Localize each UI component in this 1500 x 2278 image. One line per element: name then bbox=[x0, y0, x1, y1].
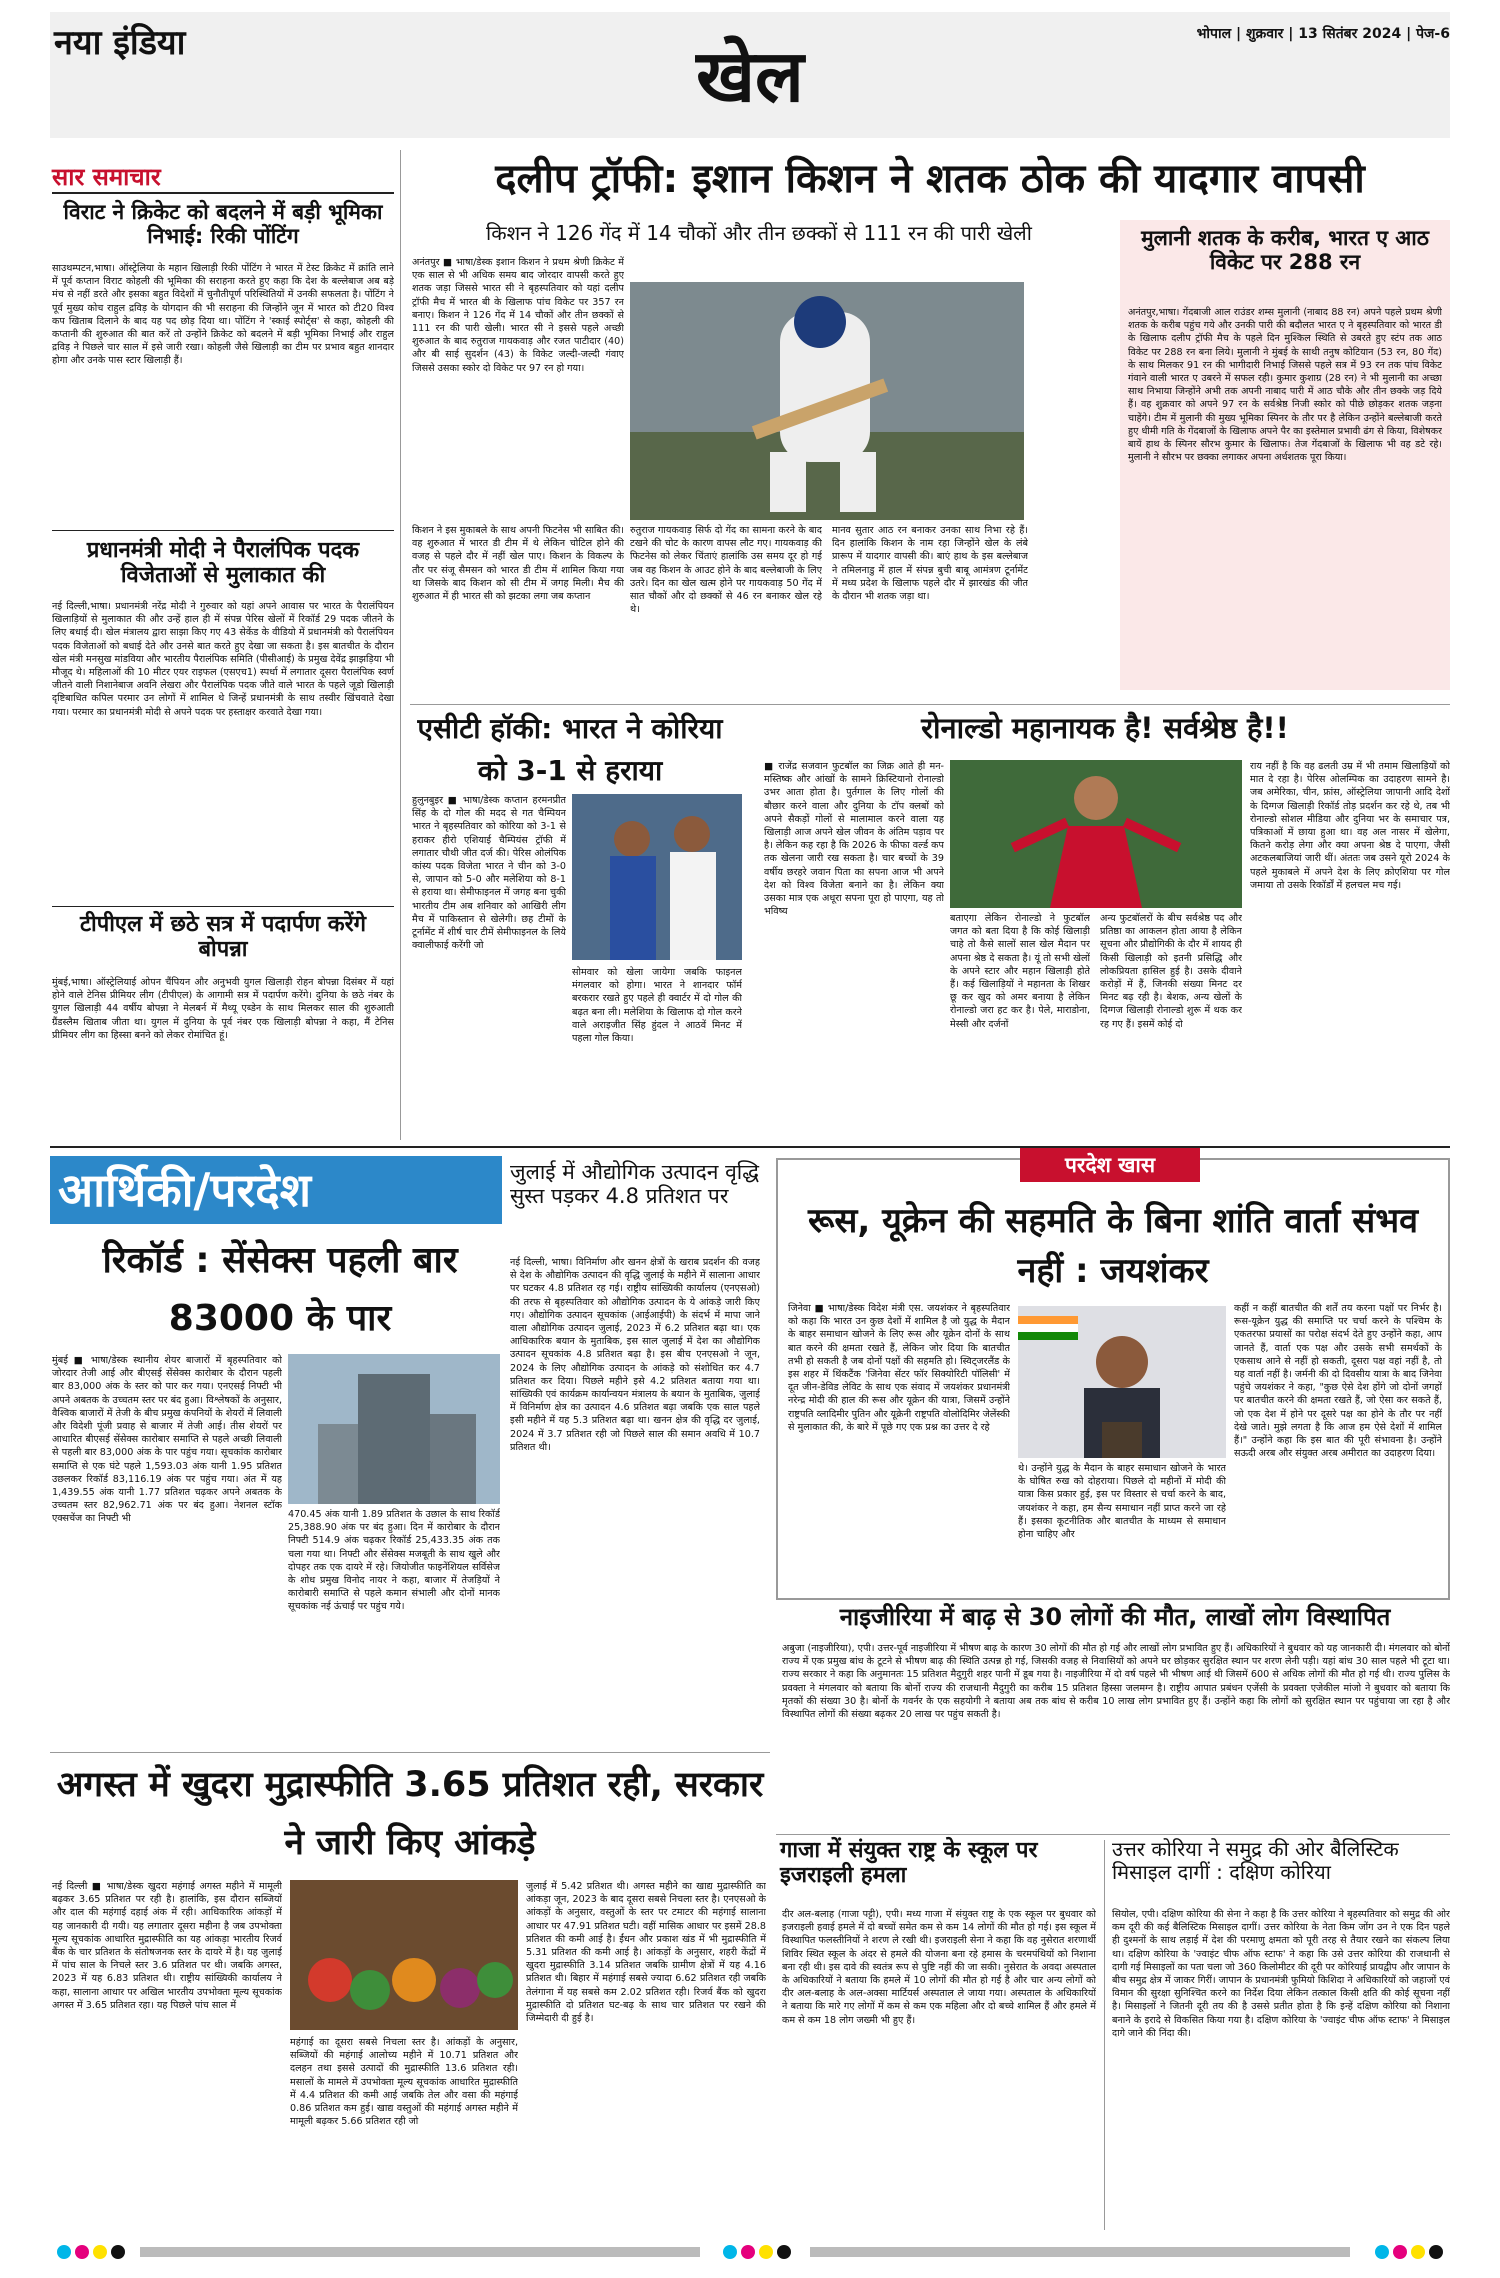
korea-headline: उत्तर कोरिया ने समुद्र की ओर बैलिस्टिक मिसाइल दागीं : दक्षिण कोरिया bbox=[1112, 1837, 1399, 1884]
nigeria-rule bbox=[776, 1834, 1450, 1835]
inflation-col3-body: जुलाई में 5.42 प्रतिशत थी। अगस्त महीने का खाद्य मुद्रास्फीति का आंकड़ा जून, 2023 के बाद दूसरा सबसे निचला स्तर है। एनएसओ के आंकड़ों के अनुसार, वस्तुओं के स्तर पर टमाटर की महंगाई सालाना आधार पर 47.91 प्रतिशत घटी। वहीं मासिक आधार पर इसमें 28.8 प्रतिशत की कमी आई है। ईंधन और प्रकाश खंड में भी मुद्रास्फीति में 5.31 प्रतिशत की कमी आई है। आंकड़ों के अनुसार, शहरी केंद्रों में खुदरा मुद्रास्फीति 3.14 प्रतिशत जबकि ग्रामीण क्षेत्रों में यह 4.16 प्रतिशत थी। बिहार में महंगाई सबसे ज्यादा 6.62 प्रतिशत रही जबकि तेलंगाना में यह सबसे कम 2.02 प्रतिशत रही। रिजर्व बैंक को खुदरा मुद्रास्फीति दो प्रतिशत घट-बढ़ के साथ चार प्रतिशत पर रखने की जिम्मेदारी दी हुई है। bbox=[526, 1881, 766, 2025]
russia-headline: रूस, यूक्रेन की सहमति के बिना शांति वार्ता संभव नहीं : जयशंकर bbox=[808, 1201, 1418, 1291]
ronaldo-headline: रोनाल्डो महानायक है! सर्वश्रेष्ठ है!! bbox=[921, 711, 1289, 745]
sar-label: सार समाचार bbox=[52, 163, 161, 191]
russia-col2-body: थे। उन्होंने युद्ध के मैदान के बाहर समाधान खोजने के भारत के घोषित रुख को दोहराया। पिछले दो महीनों में मोदी की यात्रा किस प्रकार हुई, इस पर विस्तार से चर्चा करने के बाद, जयशंकर ने कहा, हम सैन्य समाधान नहीं प्राप्त करने जा रहे हैं। इसका कूटनीतिक और बातचीत के माध्यम से समाधान होना चाहिए और bbox=[1018, 1463, 1226, 1541]
sar-story1-body: साउथम्पटन,भाषा। ऑस्ट्रेलिया के महान खिलाड़ी रिकी पोंटिंग ने भारत में टेस्ट क्रिकेट में क्रांति लाने में पूर्व कप्तान विराट कोहली की भूमिका की सराहना करते हुए कहा कि देश के बल्लेबाज अब बड़े मंच से नहीं डरते और इसका बहुत विदेशों में चुनौतीपूर्ण परिस्थितियों में उनकी सफलता है। पोंटिंग ने पूर्व मुख्य कोच राहुल द्रविड़ के योगदान की भी सराहना की जिन्होंने जून में भारत को टी20 विश्व कप खिताब दिलाने के बाद यह पद छोड़ दिया था। पोंटिंग ने 'स्काई स्पोर्ट्स' से कहा, कोहली की कप्तानी की शुरुआत की बात करें तो उन्होंने क्रिकेट को बदलने में बड़ी भूमिका निभाई और राहुल द्रविड़ ने पिछले चार साल में इसे जारी रखा। कोहली जैसे खिलाड़ी का टीम पर प्रभाव बहुत शानदार होगा और उनके पास स्टार खिलाड़ी हैं। bbox=[52, 263, 394, 367]
sar-story2-body: नई दिल्ली,भाषा। प्रधानमंत्री नरेंद्र मोदी ने गुरुवार को यहां अपने आवास पर भारत के पैरालंपियन खिलाड़ियों से मुलाकात की और उन्हें हाल ही में संपन्न पेरिस खेलों में रिकॉर्ड 29 पदक जीतने के लिए बधाई दी। खेल मंत्रालय द्वारा साझा किए गए 43 सेकेंड के वीडियो में प्रधानमंत्री को पैरालंपियन पदक विजेताओं को बधाई देते और उनसे बात करते हुए देखा जा सकता है। इस बातचीत के दौरान खेल मंत्री मनसुख मांडविया और भारतीय पैरालंपिक समिति (पीसीआई) के प्रमुख देवेंद्र झाझड़िया भी मौजूद थे। महिलाओं की 10 मीटर एयर राइफल (एसएच1) स्पर्धा में लगातार दूसरा पैरालंपिक स्वर्ण जीतने वाली निशानेबाज अवनि लेखरा और पैरालंपिक पदक जीते वाले भारत के पहले जूडो खिलाड़ी दृष्टिबाधित कपिल परमार उन लोगों में शामिल थे जिन्हें प्रधानमंत्री के साथ तस्वीर खिंचवाते देखा गया। परमार का प्रधानमंत्री मोदी से अपने पदक पर हस्ताक्षर करवाते देखा गया। bbox=[52, 601, 394, 718]
sar-divider-2 bbox=[52, 906, 394, 907]
pardesh-label: परदेश खास bbox=[1020, 1148, 1200, 1182]
mid-rule bbox=[410, 704, 1450, 705]
industry-headline: जुलाई में औद्योगिक उत्पादन वृद्धि सुस्त पड़कर 4.8 प्रतिशत पर bbox=[510, 1160, 759, 1209]
nigeria-body: अबुजा (नाइजीरिया), एपी। उत्तर-पूर्व नाइजीरिया में भीषण बाढ़ के कारण 30 लोगों की मौत हो गई और लाखों लोग प्रभावित हुए हैं। अधिकारियों ने बुधवार को यह जानकारी दी। मंगलवार को बोर्नो राज्य में एक प्रमुख बांध के टूटने से भीषण बाढ़ की स्थिति उत्पन्न हो गई, जिसकी वजह से निवासियों को अपने घर छोड़कर सुरक्षित स्थान पर शरण लेनी पड़ी। यहां बांध 30 साल पहले भी टूटा था। राज्य सरकार ने कहा कि अनुमानतः 15 प्रतिशत मैदुगुरी शहर पानी में डूब गया है। नाइजीरिया में दो वर्ष पहले भी भीषण आई थी जिसमें 600 से अधिक लोगों की मौत हो गई थी। राज्य पुलिस के प्रवक्ता ने मंगलवार को बताया कि बोर्नो राज्य की राजधानी मैदुगुरी का करीब 15 प्रतिशत हिस्सा जलमग्न है। राष्ट्रीय आपात प्रबंधन एजेंसी के प्रवक्ता एजेकील मांजो ने बुधवार को बताया कि मृतकों की संख्या 30 है। बोर्नो के गवर्नर के एक सहयोगी ने बताया अब तक बांध से करीब 10 लाख लोग प्रभावित हुए हैं। उन्होंने कहा कि लोगों को सुरक्षित स्थान पर पहुंचाया जा रहा है और विस्थापित लोगों की संख्या बढ़कर 20 लाख पर पहुंच सकती है। bbox=[782, 1643, 1450, 1721]
sensex-col1-body: मुंबई ■ भाषा/डेस्क स्थानीय शेयर बाजारों में बृहस्पतिवार को जोरदार तेजी आई और बीएसई सेंसेक्स कारोबार के दौरान पहली बार 83,000 अंक के स्तर को पार कर गया। एनएसई निफ्टी भी अपने अबतक के उच्चतम स्तर पर बंद हुआ। विश्लेषकों के अनुसार, वैश्विक बाजारों में तेजी के बीच प्रमुख कंपनियों के शेयरों में लिवाली और विदेशी पूंजी प्रवाह से बाजार में तेजी आई। तीस शेयरों पर आधारित बीएसई सेंसेक्स कारोबार समाप्ति से पहले अच्छी लिवाली से पहली बार 83,000 अंक के पार पहुंच गया। सूचकांक कारोबार समाप्ति से एक घंटे पहले 1,593.03 अंक यानी 1.95 प्रतिशत उछलकर रिकॉर्ड 83,116.19 अंक पर पहुंच गया। अंत में यह 1,439.55 अंक यानी 1.77 प्रतिशत चढ़कर अपने अबतक के उच्चतम स्तर 82,962.71 अंक पर बंद हुआ। नेशनल स्टॉक एक्सचेंज का निफ्टी भी bbox=[52, 1355, 282, 1525]
hockey-col1-body: हुलुनबुइर ■ भाषा/डेस्क कप्तान हरमनप्रीत सिंह के दो गोल की मदद से गत चैम्पियन भारत ने बृहस्पतिवार को कोरिया को 3-1 से हराकर हीरो एशियाई चैम्पियंस ट्रॉफी में लगातार चौथी जीत दर्ज की। पेरिस ओलंपिक कांस्य पदक विजेता भारत ने चीन को 3-0 से, जापान को 5-0 और मलेशिया को 8-1 से हराया था। सेमीफाइनल में जगह बना चुकी भारतीय टीम अब शनिवार को आखिरी लीग मैच में पाकिस्तान से खेलेगी। छह टीमों के टूर्नामेंट में शीर्ष चार टीमें सेमीफाइनल के लिये क्वालीफाई करेंगी जो bbox=[412, 795, 566, 952]
sensex-col2-body: 470.45 अंक यानी 1.89 प्रतिशत के उछाल के साथ रिकॉर्ड 25,388.90 अंक पर बंद हुआ। दिन में कारोबार के दौरान निफ्टी 514.9 अंक चढ़कर रिकॉर्ड 25,433.35 अंक तक चला गया था। निफ्टी और सेंसेक्स मजबूती के साथ खुले और दोपहर तक एक दायरे में रहे। जियोजीत फाइनेंशियल सर्विसेज के शोध प्रमुख विनोद नायर ने कहा, बाजार में तेजड़ियों ने कारोबारी समाप्ति से पहले कमान संभाली और दोनों मानक सूचकांक नई ऊंचाई पर पहुंच गये। bbox=[288, 1509, 500, 1613]
sar-story2-headline: प्रधानमंत्री मोदी ने पैरालंपिक पदक विजेताओं से मुलाकात की bbox=[86, 538, 360, 589]
gaza-korea-rule bbox=[1104, 1840, 1105, 2230]
lead-photo bbox=[630, 282, 1024, 520]
sar-column-rule bbox=[400, 150, 401, 1140]
gaza-headline: गाजा में संयुक्त राष्ट्र के स्कूल पर इजराइली हमला bbox=[780, 1838, 1038, 1889]
ronaldo-photo bbox=[950, 760, 1242, 908]
lead-col1b-body: किशन ने इस मुकाबले के साथ अपनी फिटनेस भी साबित की। वह शुरुआत में भारत डी टीम में थे लेकिन चोटिल होने की वजह से पहले दौर में नहीं खेल पाए। किशन के विकल्प के तौर पर संजू सैमसन को भारत डी टीम में शामिल किया गया था जिसके बाद किशन को सी टीम में जगह मिली। मैच की शुरुआत में ही भारत सी को झटका लगा जब कप्तान bbox=[412, 525, 624, 603]
lead-subhead: किशन ने 126 गेंद में 14 चौकों और तीन छक्कों से 111 रन की पारी खेली bbox=[486, 221, 1032, 245]
section-divider bbox=[50, 1146, 1450, 1148]
lead-col1-body: अनंतपुर ■ भाषा/डेस्क इशान किशन ने प्रथम श्रेणी क्रिकेट में एक साल से भी अधिक समय बाद जोरदार वापसी करते हुए शतक जड़ा जिससे भारत सी ने बृहस्पतिवार को यहां दलीप ट्रॉफी मैच में भारत बी के खिलाफ पांच विकेट पर 357 रन बनाए। किशन ने 126 गेंद में 14 चौकों और तीन छक्कों से 111 रन की पारी खेली। भारत सी ने इससे पहले अच्छी शुरुआत के बाद रुतुराज गायकवाड़ और रजत पाटीदार (40) और बी साई सुदर्शन (43) के विकेट जल्दी-जल्दी गंवाए जिससे उसका स्कोर दो विकेट पर 97 रन हो गया। bbox=[412, 257, 624, 374]
russia-col1-body: जिनेवा ■ भाषा/डेस्क विदेश मंत्री एस. जयशंकर ने बृहस्पतिवार को कहा कि भारत उन कुछ देशों में शामिल है जो युद्ध के मैदान के बाहर समाधान खोजने के लिए रूस और यूक्रेन दोनों के साथ बात करने की क्षमता रखते हैं, लेकिन जोर दिया कि बातचीत तभी हो सकती है जब दोनों पक्षों की सहमति हो। स्विट्जरलैंड के इस शहर में थिंकटैंक 'जिनेवा सेंटर फॉर सिक्योरिटी पॉलिसी' में दूत जीन-डेविड लेविट के साथ एक संवाद में जयशंकर प्रधानमंत्री नरेन्द्र मोदी की हाल की रूस और यूक्रेन की यात्रा, जिसमें उन्होंने राष्ट्रपति व्लादिमीर पुतिन और यूक्रेनी राष्ट्रपति वोलोदिमिर जेलेंस्की से मुलाकात की, के बारे में पूछे गए एक प्रश्न का उत्तर दे रहे bbox=[788, 1303, 1010, 1433]
ronaldo-col2-body: बताएगा लेकिन रोनाल्डो ने फुटबॉल जगत को बता दिया है कि कोई खिलाड़ी चाहे तो कैसे सालों साल खेल मैदान पर अपना श्रेष्ठ दे सकता है। यूं तो सभी खेलों के अपने स्टार और महान खिलाड़ी होते हैं। कई खिलाड़ियों ने महानता के शिखर छू कर खुद को अमर बनाया है लेकिन रोनाल्डो जरा हट कर है। पेले, माराडोना, मेस्सी और दर्जनों bbox=[950, 913, 1090, 1030]
masthead-dateline: भोपाल | शुक्रवार | 13 सितंबर 2024 | पेज-6 bbox=[1196, 26, 1450, 42]
inflation-col2-body: महंगाई का दूसरा सबसे निचला स्तर है। आंकड़ों के अनुसार, सब्जियों की महंगाई आलोच्य महीने में 10.71 प्रतिशत और दलहन तथा इससे उत्पादों की मुद्रास्फीति 13.6 प्रतिशत रही। मसालों के मामले में उपभोक्ता मूल्य सूचकांक आधारित मुद्रास्फीति में 4.4 प्रतिशत की कमी आई जबकि तेल और वसा की महंगाई 0.86 प्रतिशत कम हुई। खाद्य वस्तुओं की महंगाई अगस्त महीने में मामूली बढ़कर 5.66 प्रतिशत रही जो bbox=[290, 2037, 518, 2128]
hockey-photo bbox=[572, 794, 742, 960]
nigeria-headline: नाइजीरिया में बाढ़ से 30 लोगों की मौत, लाखों लोग विस्थापित bbox=[839, 1603, 1391, 1631]
jaishankar-photo bbox=[1018, 1306, 1226, 1458]
russia-col3-body: कहीं न कहीं बातचीत की शर्तें तय करना पक्षों पर निर्भर है। रूस-यूक्रेन युद्ध की समाप्ति पर चर्चा करने के पश्चिम के एकतरफा प्रयासों का परोक्ष संदर्भ देते हुए उन्होंने कहा, आप जानते हैं, वार्ता एक पक्ष और उसके सभी समर्थकों के एकसाथ आने से नहीं हो सकती, दूसरा पक्ष वहां नहीं है, तो यह वार्ता नहीं है। जर्मनी की दो दिवसीय यात्रा के बाद जिनेवा पहुंचे जयशंकर ने कहा, "कुछ ऐसे देश होंगे जो दोनों जगहों पर बातचीत करने की क्षमता रखते हैं, जो ऐसा कर सकते हैं, जो एक देश में होने पर दूसरे पक्ष का होने के तौर पर नहीं देखे जाते। मुझे लगता है कि आज हम ऐसे देशों में शामिल हैं।" उन्होंने कहा कि इस बात की पूरी संभावना है। उन्होंने सऊदी अरब और संयुक्त अरब अमीरात का उदाहरण दिया। bbox=[1234, 1303, 1442, 1460]
ronaldo-col3-body: अन्य फुटबॉलरों के बीच सर्वश्रेष्ठ पद और प्रतिष्ठा का आकलन होता आया है लेकिन सूचना और प्रौद्योगिकी के दौर में शायद ही किसी खिलाड़ी को इतनी प्रसिद्धि और लोकप्रियता हासिल हुई है। उसके दीवाने करोड़ों में हैं, जिनकी संख्या मिनट दर मिनट बढ़ रही है। बेशक, अन्य खेलों के दिग्गज खिलाड़ी रोनाल्डो शुरू में थक कर रह गए हैं। इसमें कोई दो bbox=[1100, 913, 1242, 1030]
arthiki-banner: आर्थिकी/परदेश bbox=[50, 1156, 502, 1224]
sensex-photo bbox=[288, 1354, 500, 1504]
inflation-col1-body: नई दिल्ली ■ भाषा/डेस्क खुदरा महंगाई अगस्त महीने में मामूली बढ़कर 3.65 प्रतिशत पर रही है। हालांकि, इस दौरान सब्जियों और दाल की महंगाई दहाई अंक में रही। आधिकारिक आंकड़ों में यह जानकारी दी गयी। यह लगातार दूसरा महीना है जब उपभोक्ता मूल्य सूचकांक आधारित मुद्रास्फीति का यह आंकड़ा भारतीय रिजर्व बैंक के चार प्रतिशत के संतोषजनक स्तर के दायरे में है। यह जुलाई में पांच साल के निचले स्तर 3.6 प्रतिशत पर थी। जबकि अगस्त, 2023 में यह 6.83 प्रतिशत थी। राष्ट्रीय सांख्यिकी कार्यालय ने कहा, सालाना आधार पर अखिल भारतीय उपभोक्ता मूल्य सूचकांक अगस्त में 3.65 प्रतिशत रहा। यह पिछले पांच साल में bbox=[52, 1881, 282, 2011]
lead-headline: दलीप ट्रॉफी: इशान किशन ने शतक ठोक की यादगार वापसी bbox=[495, 156, 1365, 202]
masthead-logo: नया इंडिया bbox=[54, 23, 186, 63]
ronaldo-col4-body: राय नहीं है कि वह ढलती उम्र में भी तमाम खिलाड़ियों को मात दे रहा है। पेरिस ओलम्पिक का उदाहरण सामने है। जब अमेरिका, चीन, फ्रांस, ऑस्ट्रेलिया जापानी आदि देशों के दिग्गज खिलाड़ी रिकॉर्ड तोड़ प्रदर्शन कर रहे थे, तब भी रोनाल्डो सोशल मीडिया और दुनिया भर के समाचार पत्र, पत्रिकाओं में छाया हुआ था। वह अल नासर में खेलेगा, कितने करोड़ लेगा और क्या अपना श्रेष्ठ दे पाएगा, जैसी अटकलबाजियां जारी थीं। अंततः जब उसने यूरो 2024 के पहले मुकाबले में अपने देश के लिए क्रोएशिया पर गोल जमाया तो उसके रिकॉर्डों में हलचल मच गई। bbox=[1250, 761, 1450, 891]
sar-divider-1 bbox=[52, 530, 394, 531]
econ-rule bbox=[50, 1752, 770, 1753]
hockey-col2-body: सोमवार को खेला जायेगा जबकि फाइनल मंगलवार को होगा। भारत ने शानदार फॉर्म बरकरार रखते हुए पहले ही क्वार्टर में दो गोल की बढ़त बना ली। मलेशिया के खिलाफ दो गोल करने वाले अराइजीत सिंह हुंदल ने आठवें मिनट में पहला गोल किया। bbox=[572, 967, 742, 1045]
inflation-headline: अगस्त में खुदरा मुद्रास्फीति 3.65 प्रतिशत रही, सरकार ने जारी किए आंकड़े bbox=[56, 1765, 764, 1863]
sar-story3-body: मुंबई,भाषा। ऑस्ट्रेलियाई ओपन चैंपियन और अनुभवी युगल खिलाड़ी रोहन बोपन्ना दिसंबर में यहां होने वाले टेनिस प्रीमियर लीग (टीपीएल) के आगामी सत्र में पदार्पण करेंगे। दुनिया के छठे नंबर के युगल खिलाड़ी 44 वर्षीय बोपन्ना ने मेलबर्न में मैथ्यू एब्डेन के साथ मिलकर साल की शुरुआती ग्रैंडस्लैम खिताब जीता था। युगल में दुनिया के पूर्व नंबर एक खिलाड़ी बोपन्ना ने कहा, मैं टेनिस प्रीमियर लीग का हिस्सा बनने को लेकर रोमांचित हूं। bbox=[52, 977, 394, 1041]
masthead-section: खेल bbox=[696, 34, 804, 118]
mulani-headline: मुलानी शतक के करीब, भारत ए आठ विकेट पर 288 रन bbox=[1141, 226, 1429, 275]
ronaldo-col1-body: ■ राजेंद्र सजवान फुटबॉल का जिक्र आते ही मन-मस्तिष्क और आंखों के सामने क्रिस्टियानो रोनाल्डो उभर आता होता है। पुर्तगाल के लिए गोलों की बौछार करने वाला और दुनिया के टॉप क्लबों को अपने सैकड़ों गोलों से मालामाल करने वाला यह खिलाड़ी आज अपने खेल जीवन के अंतिम पड़ाव पर है। लेकिन कह रहा है कि 2026 के फीफा वर्ल्ड कप तक खेलना जारी रख सकता है। चार बच्चों के 39 वर्षीय छरहरे जवान पिता का सपना आज भी अपने देश को विश्व विजेता बनाने का है। लेकिन क्या उसका मात्र एक अधूरा सपना पूरा हो पाएगा, यह तो भविष्य bbox=[764, 761, 944, 918]
lead-col3-body: मानव सुतार आठ रन बनाकर उनका साथ निभा रहे हैं। दिन हालांकि किशन के नाम रहा जिन्होंने खेल के लंबे प्रारूप में यादगार वापसी की। बाएं हाथ के इस बल्लेबाज ने तमिलनाडु में हाल में संपन्न बुची बाबू आमंत्रण टूर्नामेंट में मध्य प्रदेश के खिलाफ पहले दौर में झारखंड की जीत के दौरान भी शतक जड़ा था। bbox=[832, 525, 1028, 603]
gaza-body: दीर अल-बलाह (गाजा पट्टी), एपी। मध्य गाजा में संयुक्त राष्ट्र के एक स्कूल पर बुधवार को इजराइली हवाई हमले में दो बच्चों समेत कम से कम 14 लोगों की मौत हो गई। इस स्कूल में विस्थापित फलस्तीनियों ने शरण ले रखी थी। इजराइली सेना ने कहा कि वह नुसेरात शरणार्थी शिविर स्थित स्कूल के अंदर से हमले की योजना बना रहे हमास के चरमपंथियों को निशाना बना रही थी। इस दावे की स्वतंत्र रूप से पुष्टि नहीं की जा सकी। नुसेरात के अवदा अस्पताल के अधिकारियों ने बताया कि हमले में 10 लोगों की मौत हो गई है और चार अन्य लोगों को दीर अल-बलाह के अल-अक्सा मार्टियर्स अस्पताल ले जाया गया। अस्पताल के अधिकारियों ने बताया कि मारे गए लोगों में कम से कम एक महिला और दो बच्चे शामिल हैं और हमले में कम से कम 18 लोग जख्मी भी हुए हैं। bbox=[782, 1909, 1096, 2026]
sensex-headline: रिकॉर्ड : सेंसेक्स पहली बार 83000 के पार bbox=[102, 1240, 458, 1339]
industry-body: नई दिल्ली, भाषा। विनिर्माण और खनन क्षेत्रों के खराब प्रदर्शन की वजह से देश के औद्योगिक उत्पादन की वृद्धि जुलाई के महीने में सालाना आधार पर घटकर 4.8 प्रतिशत रह गई। राष्ट्रीय सांख्यिकी कार्यालय (एनएसओ) की तरफ से बृहस्पतिवार को औद्योगिक उत्पादन के ये आंकड़े जारी किए गए। औद्योगिक उत्पादन सूचकांक (आईआईपी) के संदर्भ में मापा जाने वाला औद्योगिक उत्पादन जुलाई, 2023 में 6.2 प्रतिशत बढ़ा था। एक आधिकारिक बयान के मुताबिक, इस साल जुलाई में देश का औद्योगिक उत्पादन सूचकांक 4.8 प्रतिशत बढ़ा है। इस बीच एनएसओ ने जून, 2024 के लिए औद्योगिक उत्पादन के आंकड़े को संशोधित कर 4.7 प्रतिशत कर दिया। पिछले महीने इसे 4.2 प्रतिशत बताया गया था। सांख्यिकी एवं कार्यक्रम कार्यान्वयन मंत्रालय के बयान के मुताबिक, जुलाई में विनिर्माण क्षेत्र का उत्पादन 4.6 प्रतिशत बढ़ा जबकि एक साल पहले इसी महीने में यह 5.3 प्रतिशत बढ़ा था। खनन क्षेत्र की वृद्धि दर जुलाई, 2024 में 3.7 प्रतिशत रही जो पिछले साल की समान अवधि में 10.7 प्रतिशत थी। bbox=[510, 1257, 760, 1453]
mulani-body: अनंतपुर,भाषा। गेंदबाजी आल राउंडर शम्स मुलानी (नाबाद 88 रन) अपने पहले प्रथम श्रेणी शतक के करीब पहुंच गये और उनकी पारी की बदौलत भारत ए ने बृहस्पतिवार को भारत डी के खिलाफ दलीप ट्रॉफी मैच के पहले दिन मुश्किल स्थिति से उबरते हुए स्टंप तक आठ विकेट पर 288 रन बना लिये। मुलानी ने मुंबई के साथी तनुष कोटियान (53 रन, 80 गेंद) के साथ मिलकर 91 रन की भागीदारी निभाई जिससे पहले सत्र में 93 रन तक पांच विकेट गंवाने वाली भारत ए उबरने में सफल रही। कुमार कुशाग्र (28 रन) ने भी मुलानी का अच्छा साथ निभाया जिन्होंने अभी तक अपनी नाबाद पारी में आठ चौके और तीन छक्के जड़ दिये हैं। वह शुक्रवार को अपने 97 रन के सर्वश्रेष्ठ निजी स्कोर को पीछे छोड़कर शतक जड़ना चाहेंगे। टीम में मुलानी की मुख्य भूमिका स्पिनर के तौर पर है लेकिन उन्होंने बल्लेबाजी करते हुए धीमी गति के गेंदबाजों के खिलाफ अपने पैर का इस्तेमाल प्रभावी ढंग से किया, विशेषकर बायें हाथ के स्पिनर सौरभ कुमार के खिलाफ। तेज गेंदबाजों के खिलाफ भी वह डटे रहे। मुलानी ने सौरभ पर छक्का लगाकर अपना अर्धशतक पूरा किया। bbox=[1128, 307, 1442, 464]
korea-body: सियोल, एपी। दक्षिण कोरिया की सेना ने कहा है कि उत्तर कोरिया ने बृहस्पतिवार को समुद्र की ओर कम दूरी की कई बैलिस्टिक मिसाइल दागीं। उत्तर कोरिया के नेता किम जोंग उन ने एक दिन पहले ही दुश्मनों के साथ लड़ाई में देश की परमाणु क्षमता को पूरी तरह से तैयार रखने का संकल्प लिया था। दक्षिण कोरिया के 'ज्वाइंट चीफ ऑफ स्टाफ' ने कहा कि उसे उत्तर कोरिया की राजधानी से दागी गई मिसाइलों का पता चला जो 360 किलोमीटर की दूरी पर कोरियाई प्रायद्वीप और जापान के बीच समुद्र क्षेत्र में जाकर गिरीं। जापान के प्रधानमंत्री फुमियो किशिदा ने अधिकारियों को जहाजों एवं विमान की सुरक्षा सुनिश्चित करने का निर्देश दिया लेकिन तत्काल किसी क्षति की कोई सूचना नहीं है। मिसाइलों ने जितनी दूरी तय की है उससे प्रतीत होता है कि इन्हें दक्षिण कोरिया को निशाना बनाने के इरादे से विकसित किया गया है। दक्षिण कोरिया के 'ज्वाइंट चीफ ऑफ स्टाफ' ने मिसाइल दागे जाने की निंदा की। bbox=[1112, 1909, 1450, 2039]
hockey-headline: एसीटी हॉकी: भारत ने कोरिया को 3-1 से हराया bbox=[417, 712, 723, 787]
inflation-photo bbox=[290, 1880, 518, 2030]
footer-bar bbox=[50, 2240, 1450, 2264]
sar-story3-headline: टीपीएल में छठे सत्र में पदार्पण करेंगे बोपन्ना bbox=[79, 912, 367, 963]
sar-top-rule bbox=[52, 192, 394, 194]
sar-story1-headline: विराट ने क्रिकेट को बदलने में बड़ी भूमिका निभाई: रिकी पोंटिंग bbox=[63, 200, 383, 249]
lead-col2-body: रुतुराज गायकवाड़ सिर्फ दो गेंद का सामना करने के बाद टखने की चोट के कारण वापस लौट गए। गायकवाड़ की फिटनेस को लेकर चिंताएं हालांकि उस समय दूर हो गई जब वह किशन के आउट होने के बाद बल्लेबाजी के लिए उतरे। दिन का खेल खत्म होने पर गायकवाड़ 50 गेंद में सात चौकों और दो छक्कों से 46 रन बनाकर खेल रहे थे। bbox=[630, 525, 822, 616]
